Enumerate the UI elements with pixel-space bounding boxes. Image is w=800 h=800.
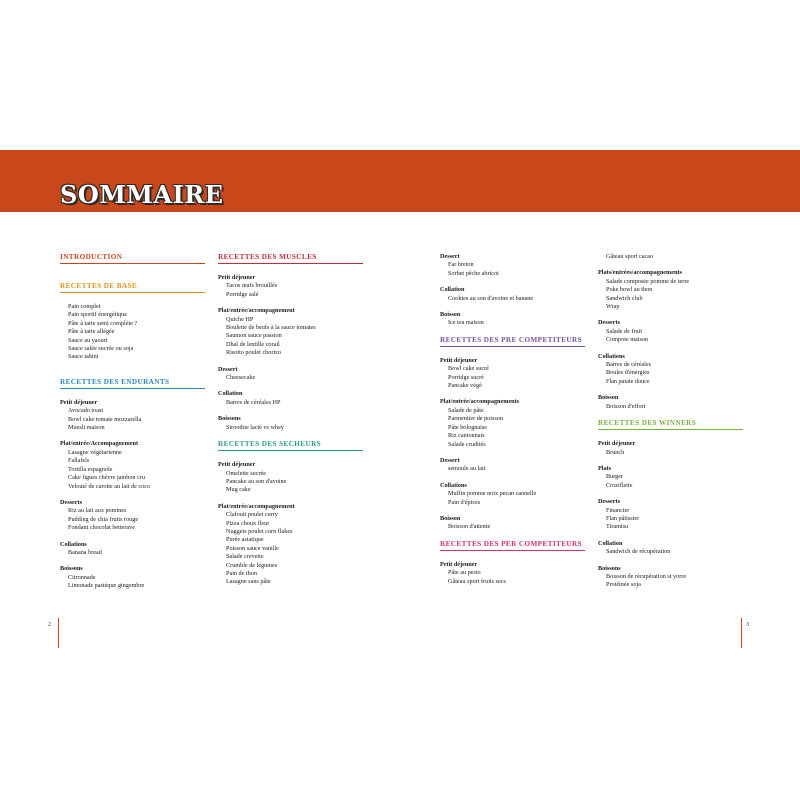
page-rule-left [58,618,59,648]
list-item[interactable]: Banana bread [68,548,102,556]
subsection-label: Petit déjeuner [218,274,256,281]
list-item[interactable]: Burger [606,473,624,481]
page-number-left: 2 [48,622,51,628]
list-item[interactable]: Citronnade [68,573,96,581]
list-item[interactable]: Pâte à tarte allégée [68,328,115,336]
list-item[interactable]: Risotto poulet chorizo [226,349,281,357]
section-secheurs-groups [218,461,363,587]
section-heading-endurants[interactable]: RECETTES DES ENDURANTS [60,378,205,389]
list-item[interactable]: Omelette sucrée [226,469,267,477]
list-item[interactable]: Mug cake [226,486,251,494]
list-item[interactable]: Quiche HP [226,315,254,323]
subsection-label: Collation [218,390,243,398]
section-heading-per-competiteurs[interactable]: RECETTES DES PER COMPETITEURS [440,540,585,551]
list-item[interactable]: Barres de céréales [606,361,652,369]
section-per-groups [440,561,585,586]
subsection-label: Boissons [598,564,621,572]
list-item[interactable]: Boisson d'effort [606,402,646,410]
list-item[interactable]: Sorbet pêche abricot [448,269,499,277]
list-item[interactable]: Muffin pomme noix pecan cannelle [448,490,537,498]
list-item[interactable]: Boisson de récupération st yorre [606,572,687,580]
list-item[interactable]: Avocado toast [68,407,104,415]
section-pre-groups [440,357,585,532]
page-rule-right [741,618,742,648]
list-item[interactable]: Limonade pastèque gingembre [68,582,145,590]
list-item[interactable]: Tacos œufs brouillés [226,282,278,290]
page-title: SOMMAIRE [60,180,224,209]
list-item[interactable]: Flan patate douce [606,377,650,385]
list-item[interactable]: Pain de thon [226,569,257,577]
list-item[interactable]: Nuggets poulet corn flakes [226,527,293,535]
list-item[interactable]: Salade de pâte [448,406,484,414]
list-item[interactable]: Pudding de chia fruits rouge [68,515,139,523]
list-item[interactable]: Purée asiatique [226,536,264,544]
subsection-label: Collations [598,352,625,360]
list-item[interactable]: Financier [606,506,630,514]
subsection-label: Petit déjeuner [218,461,256,469]
list-item[interactable]: Fallafels [68,457,90,465]
section-endurants-groups [60,399,205,591]
list-item[interactable]: Gâteau sport fruits secs [448,577,506,585]
list-item[interactable]: Dhal de lentille corail [226,340,280,348]
subsection-label: Desserts [598,319,620,327]
list-item[interactable]: Salade de fruit [606,327,643,335]
subsection-label: Plat/entrée/accompagnements [440,398,520,406]
subsection-label: Plat/entrée/accompagnement [218,307,295,315]
list-item[interactable]: Cheesecake [226,374,256,382]
title-banner [0,150,800,212]
list-item[interactable]: Stroothie lacté vs whey [226,423,284,431]
section-secheurs-continued-groups [440,253,585,328]
subsection-label: Desserts [60,498,82,506]
list-item[interactable]: Flan pâtissier [606,514,640,522]
section-heading-secheurs[interactable]: RECETTES DES SECHEURS [218,440,363,451]
list-item[interactable]: Sauce tahini [68,353,99,361]
list-item[interactable]: Bowl cake tomate mozzarella [68,415,142,423]
list-item[interactable]: Protéinée soja [606,581,641,589]
subsection-label: Plats [598,464,612,472]
list-item[interactable]: Pâte au pesto [448,569,481,577]
list-item[interactable]: Ice tea maison [448,319,484,327]
list-item[interactable]: Pain complet [68,303,101,310]
list-item[interactable]: Wrap [606,303,620,311]
subsection-label: Plat/entrée/accompagnement [218,502,295,510]
list-item[interactable]: Pâte bolognaise [448,423,488,431]
subsection-label: Dessert [218,365,238,373]
list-item[interactable]: Lasagne végétarienne [68,448,122,456]
list-item[interactable]: Sauce au yaourt [68,336,108,344]
subsection-label: Plat/entrée/Accompagnement [60,440,139,448]
list-item[interactable]: Sandwich de récupération [606,548,671,556]
subsection-label: Boissons [218,415,241,423]
list-item[interactable]: Pain d'épices [448,498,481,506]
subsection-label: Desserts [598,498,620,506]
list-item[interactable]: Saumon sauce passion [226,332,282,340]
list-item[interactable]: Compote maison [606,336,649,344]
list-item[interactable]: Gâteau sport cacao [606,253,654,260]
list-item[interactable]: Pancake au son d'avoine [226,477,287,485]
list-item[interactable]: Salade crudités [448,440,486,448]
list-item[interactable]: Pâte à tarte semi complète ? [68,319,138,327]
section-per-continued-groups [598,269,743,411]
subsection-label: Dessert [440,456,460,464]
list-item[interactable]: Far breton [448,261,474,269]
subsection-label: Petit déjeuner [440,356,478,364]
list-item[interactable]: Bowl cake sucré [448,365,489,373]
list-item[interactable]: Muesli maison [68,424,105,432]
toc-column-2 [218,253,363,587]
list-item[interactable]: Boules d'énergies [606,369,650,377]
section-heading-pre-competiteurs[interactable]: RECETTES DES PRE COMPETITEURS [440,336,585,347]
list-item[interactable]: Sandwich club [606,294,643,302]
list-item[interactable]: Tortilla espagnole [68,465,113,473]
list-item[interactable]: semoule au lait [448,465,486,473]
subsection-label: Boisson [440,514,461,522]
list-item[interactable]: Salade crevette [226,553,264,561]
list-item[interactable]: Pain sportif énergétique [68,311,127,319]
subsection-label: Collations [60,540,87,548]
list-item[interactable]: Croziflette [606,481,633,489]
list-item[interactable]: Clafouti poulet curry [226,511,278,519]
section-heading-winners[interactable]: RECETTES DES WINNERS [598,419,743,430]
list-item[interactable]: Brunch [606,448,625,456]
page-number-right: 3 [746,622,749,628]
section-heading-base[interactable]: RECETTES DE BASE [60,282,205,293]
subsection-label: Boissons [60,565,83,573]
list-item[interactable]: Tiramisu [606,523,629,531]
list-item[interactable]: Pancake végé [448,382,482,390]
list-item[interactable]: Lasagne sans pâte [226,578,271,586]
subsection-label: Petit déjeuner [598,440,636,448]
section-winners-groups [598,440,743,590]
subsection-label: Plats/entrées/accompagnements [598,269,682,277]
list-item[interactable]: Poisson sauce vanille [226,544,279,552]
section-heading-muscles[interactable]: RECETTES DES MUSCLES [218,253,363,264]
list-item[interactable]: Crumble de légumes [226,561,278,569]
list-item[interactable]: Riz cantonnais [448,432,485,440]
list-item[interactable]: Porridge salé [226,290,259,298]
toc-column-3 [440,253,585,586]
list-item[interactable]: Cake figues chèvre jambon cru [68,474,145,482]
list-item[interactable]: Barres de céréales HP [226,398,281,406]
toc-column-4 [598,253,743,590]
subsection-label: Boisson [440,311,461,319]
list-item[interactable]: Porridge sucré [448,373,484,381]
subsection-label: Boisson [598,394,619,402]
toc-column-1 [60,253,205,591]
section-heading-introduction[interactable]: INTRODUCTION [60,253,205,264]
list-item[interactable]: Sauce salée sucrée ou soja [68,345,134,353]
section-base-items [60,303,205,362]
subsection-label: Petit déjeuner [440,560,478,568]
list-item[interactable]: Salade composée pomme de terre [606,277,690,285]
list-item[interactable]: Parmentier de poisson [448,415,503,423]
list-item[interactable]: Poke bowl au thon [606,286,653,294]
list-item[interactable]: Boulette de beufs à la sauce tomates [226,324,316,332]
subsection-label: Dessert [440,253,460,260]
list-item[interactable]: Fondant chocolat betterave [68,524,136,532]
subsection-label: Collation [440,286,465,294]
list-item[interactable]: Riz au lait aux pommes [68,507,127,515]
list-item[interactable]: Boisson d'attente [448,523,491,531]
subsection-label: Collations [440,481,467,489]
section-muscles-groups [218,274,363,432]
subsection-label: Petit déjeuner [60,398,98,406]
subsection-label: Collation [598,539,623,547]
list-item[interactable]: Velouté de carotte au lait de coco [68,482,151,490]
list-item[interactable]: Pizza choux fleur [226,519,270,527]
list-item[interactable]: Cookies au son d'avoine et banane [448,294,534,302]
